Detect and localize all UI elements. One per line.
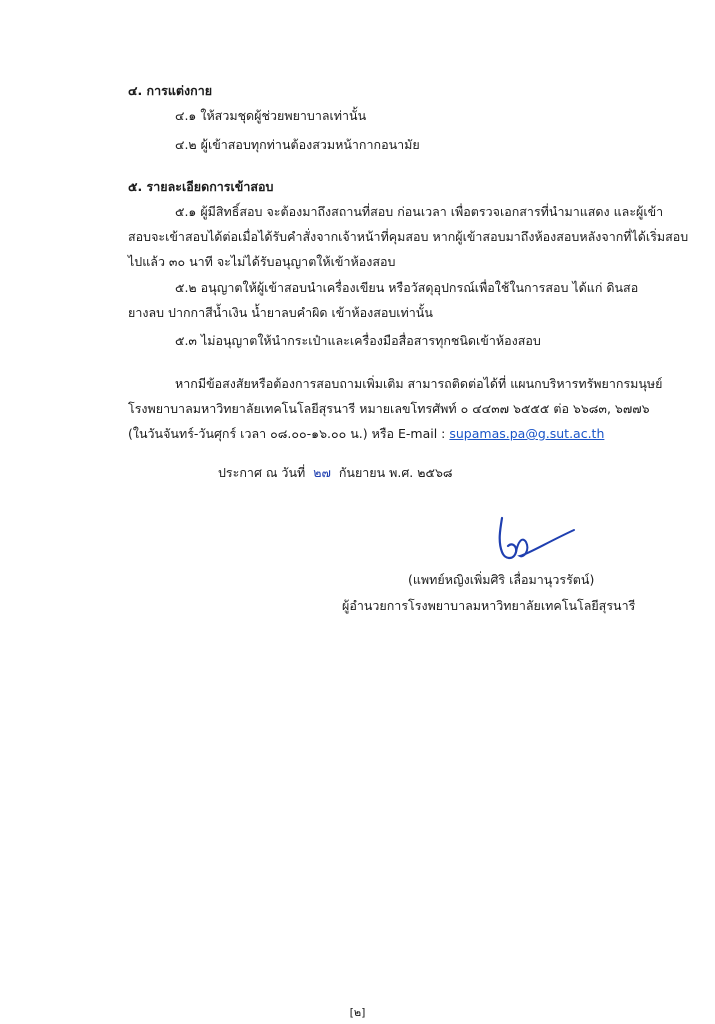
announcement-prefix: ประกาศ ณ วันที่	[218, 465, 306, 480]
contact-email-link[interactable]: supamas.pa@g.sut.ac.th	[449, 426, 605, 441]
signatory-title: ผู้อำนวยการโรงพยาบาลมหาวิทยาลัยเทคโนโลยีสุรนารี	[342, 598, 636, 613]
section-5-item-3: ๕.๓ ไม่อนุญาตให้นำกระเป๋าและเครื่องมือสื่อสารทุกชนิดเข้าห้องสอบ	[175, 333, 541, 348]
section-5-item-2-line-2: ยางลบ ปากกาสีน้ำเงิน น้ำยาลบคำผิด เข้าห้องสอบเท่านั้น	[128, 305, 433, 320]
section-5-item-1-line-3: ไปแล้ว ๓๐ นาที จะไม่ได้รับอนุญาตให้เข้าห้องสอบ	[128, 254, 396, 269]
signatory-name: (แพทย์หญิงเพิ่มศิริ เลื่อมานุวรรัตน์)	[408, 572, 595, 587]
section-5-item-1-line-1: ๕.๑ ผู้มีสิทธิ์สอบ จะต้องมาถึงสถานที่สอบ ก่อนเวลา เพื่อตรวจเอกสารที่นำมาแสดง และผู้เข้า	[175, 204, 664, 219]
section-4-item-2: ๔.๒ ผู้เข้าสอบทุกท่านต้องสวมหน้ากากอนามัย	[175, 137, 420, 152]
section-5-heading: ๕. รายละเอียดการเข้าสอบ	[128, 179, 274, 194]
announcement-date	[218, 464, 453, 482]
announcement-day: ๒๗	[313, 465, 331, 480]
page-number: [๒]	[349, 1006, 366, 1019]
announcement-month-year: กันยายน พ.ศ. ๒๕๖๘	[338, 465, 453, 480]
section-5-item-2-line-1: ๕.๒ อนุญาตให้ผู้เข้าสอบนำเครื่องเขียน หรือวัสดุอุปกรณ์เพื่อใช้ในการสอบ ได้แก่ ดินสอ	[175, 280, 639, 295]
contact-line-2: โรงพยาบาลมหาวิทยาลัยเทคโนโลยีสุรนารี หมายเลขโทรศัพท์ ๐ ๔๔๓๗ ๖๕๕๕ ต่อ ๖๖๘๓, ๖๗๗๖	[128, 401, 650, 416]
contact-hours-text: (ในวันจันทร์-วันศุกร์ เวลา ๐๘.๐๐-๑๖.๐๐ น.) หรือ E-mail :	[128, 426, 446, 441]
section-5-item-1-line-2: สอบจะเข้าสอบได้ต่อเมื่อได้รับคำสั่งจากเจ้าหน้าที่คุมสอบ หากผู้เข้าสอบมาถึงห้องสอบหลังจากที่ได้เริ่มสอบ	[128, 229, 689, 244]
contact-line-1: หากมีข้อสงสัยหรือต้องการสอบถามเพิ่มเติม สามารถติดต่อได้ที่ แผนกบริหารทรัพยากรมนุษย์	[175, 376, 663, 391]
section-4-item-1: ๔.๑ ให้สวมชุดผู้ช่วยพยาบาลเท่านั้น	[175, 108, 367, 123]
section-4-heading: ๔. การแต่งกาย	[128, 83, 213, 98]
signature-image	[488, 512, 588, 572]
contact-line-3	[128, 425, 604, 443]
